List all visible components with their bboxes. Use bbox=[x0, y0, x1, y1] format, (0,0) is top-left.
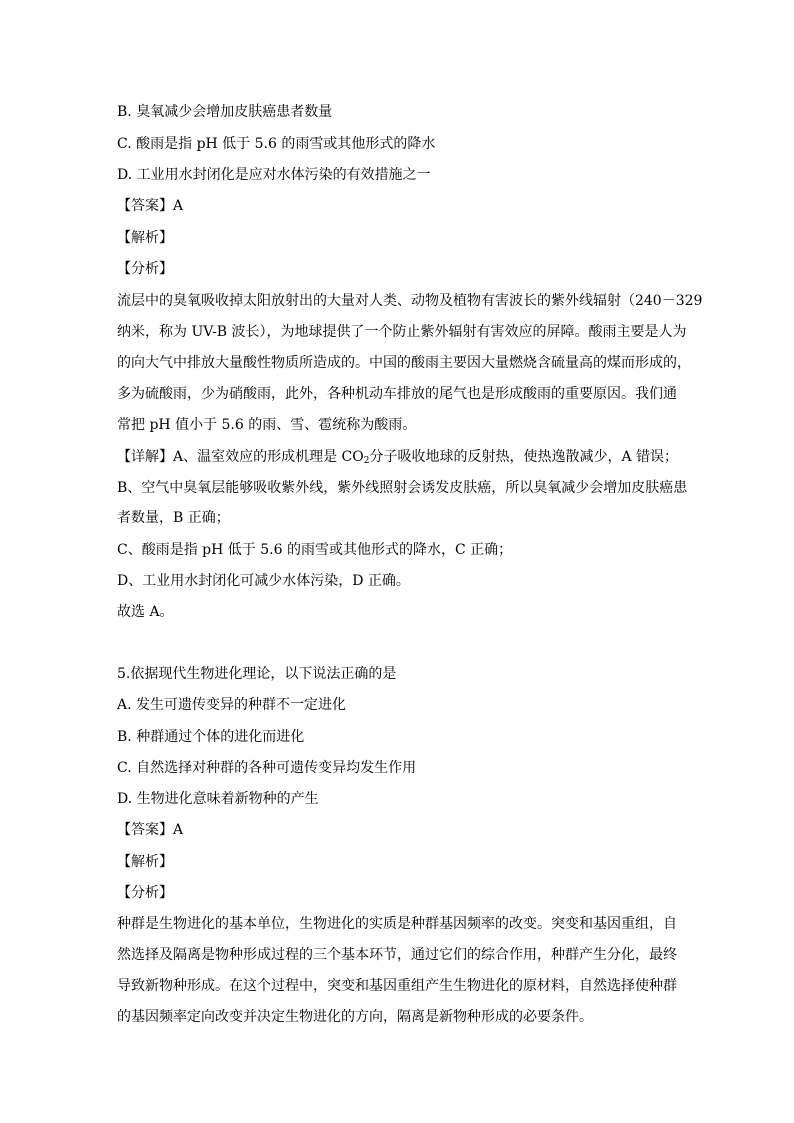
q5-analysis-paragraph bbox=[117, 914, 687, 1038]
q4-fenxi-heading: 【分析】 bbox=[117, 261, 173, 277]
q4-option-c: C. 酸雨是指 pH 低于 5.6 的雨雪或其他形式的降水 bbox=[117, 136, 436, 152]
q4-detail-a-pre: 【详解】A、温室效应的形成机理是 CO bbox=[117, 449, 364, 465]
q5-option-b: B. 种群通过个体的进化而进化 bbox=[117, 729, 305, 745]
q4-detail-d: D、工业用水封闭化可减少水体污染，D 正确。 bbox=[117, 573, 410, 589]
q5-analysis-line: 的基因频率定向改变并决定生物进化的方向，隔离是新物种形成的必要条件。 bbox=[117, 1009, 593, 1025]
q5-analysis-line: 种群是生物进化的基本单位，生物进化的实质是种群基因频率的改变。突变和基因重组，自 bbox=[117, 916, 677, 932]
q5-fenxi-heading: 【分析】 bbox=[117, 885, 173, 901]
q5-analysis-line: 导致新物种形成。在这个过程中，突变和基因重组产生生物进化的原材料，自然选择使种群 bbox=[117, 978, 677, 994]
q4-option-b: B. 臭氧减少会增加皮肤癌患者数量 bbox=[117, 104, 333, 120]
q5-jiexi-heading: 【解析】 bbox=[117, 854, 173, 870]
q5-option-d: D. 生物进化意味着新物种的产生 bbox=[117, 791, 319, 807]
q4-detail-a bbox=[117, 447, 687, 467]
q5-question: 5.依据现代生物进化理论，以下说法正确的是 bbox=[117, 666, 397, 682]
q4-detail-b-line1: B、空气中臭氧层能够吸收紫外线，紫外线照射会诱发皮肤癌，所以臭氧减少会增加皮肤癌患 bbox=[117, 480, 687, 496]
q4-option-d: D. 工业用水封闭化是应对水体污染的有效措施之一 bbox=[117, 167, 431, 183]
q5-analysis-line: 然选择及隔离是物种形成过程的三个基本环节，通过它们的综合作用，种群产生分化，最终 bbox=[117, 947, 677, 963]
q4-analysis-line: 常把 pH 值小于 5.6 的雨、雪、雹统称为酸雨。 bbox=[117, 417, 417, 433]
q4-detail-a-post: 分子吸收地球的反射热，使热逸散减少，A 错误； bbox=[369, 449, 679, 465]
q4-jiexi-heading: 【解析】 bbox=[117, 230, 173, 246]
q4-detail-a-subscript: 2 bbox=[363, 456, 370, 466]
q4-analysis-line: 的向大气中排放大量酸性物质所造成的。中国的酸雨主要因大量燃烧含硫量高的煤而形成的， bbox=[117, 355, 691, 371]
q4-detail-c: C、酸雨是指 pH 低于 5.6 的雨雪或其他形式的降水，C 正确； bbox=[117, 542, 513, 558]
q4-analysis-line: 纳米，称为 UV-B 波长），为地球提供了一个防止紫外辐射有害效应的屏障。酸雨主要是人为 bbox=[117, 324, 687, 340]
q4-detail-b-line2: 者数量，B 正确； bbox=[117, 510, 230, 526]
q4-analysis-paragraph bbox=[117, 291, 703, 446]
q5-answer: 【答案】A bbox=[117, 822, 184, 838]
q4-analysis-line: 多为硫酸雨，少为硝酸雨，此外，各种机动车排放的尾气也是形成酸雨的重要原因。我们通 bbox=[117, 386, 677, 402]
q5-option-a: A. 发生可遗传变异的种群不一定进化 bbox=[117, 697, 347, 713]
q5-option-c: C. 自然选择对种群的各种可遗传变异均发生作用 bbox=[117, 760, 417, 776]
q4-conclusion: 故选 A。 bbox=[117, 604, 174, 620]
q4-analysis-line: 流层中的臭氧吸收掉太阳放射出的大量对人类、动物及植物有害波长的紫外线辐射（240－329 bbox=[117, 293, 703, 309]
q4-answer: 【答案】A bbox=[117, 198, 184, 214]
